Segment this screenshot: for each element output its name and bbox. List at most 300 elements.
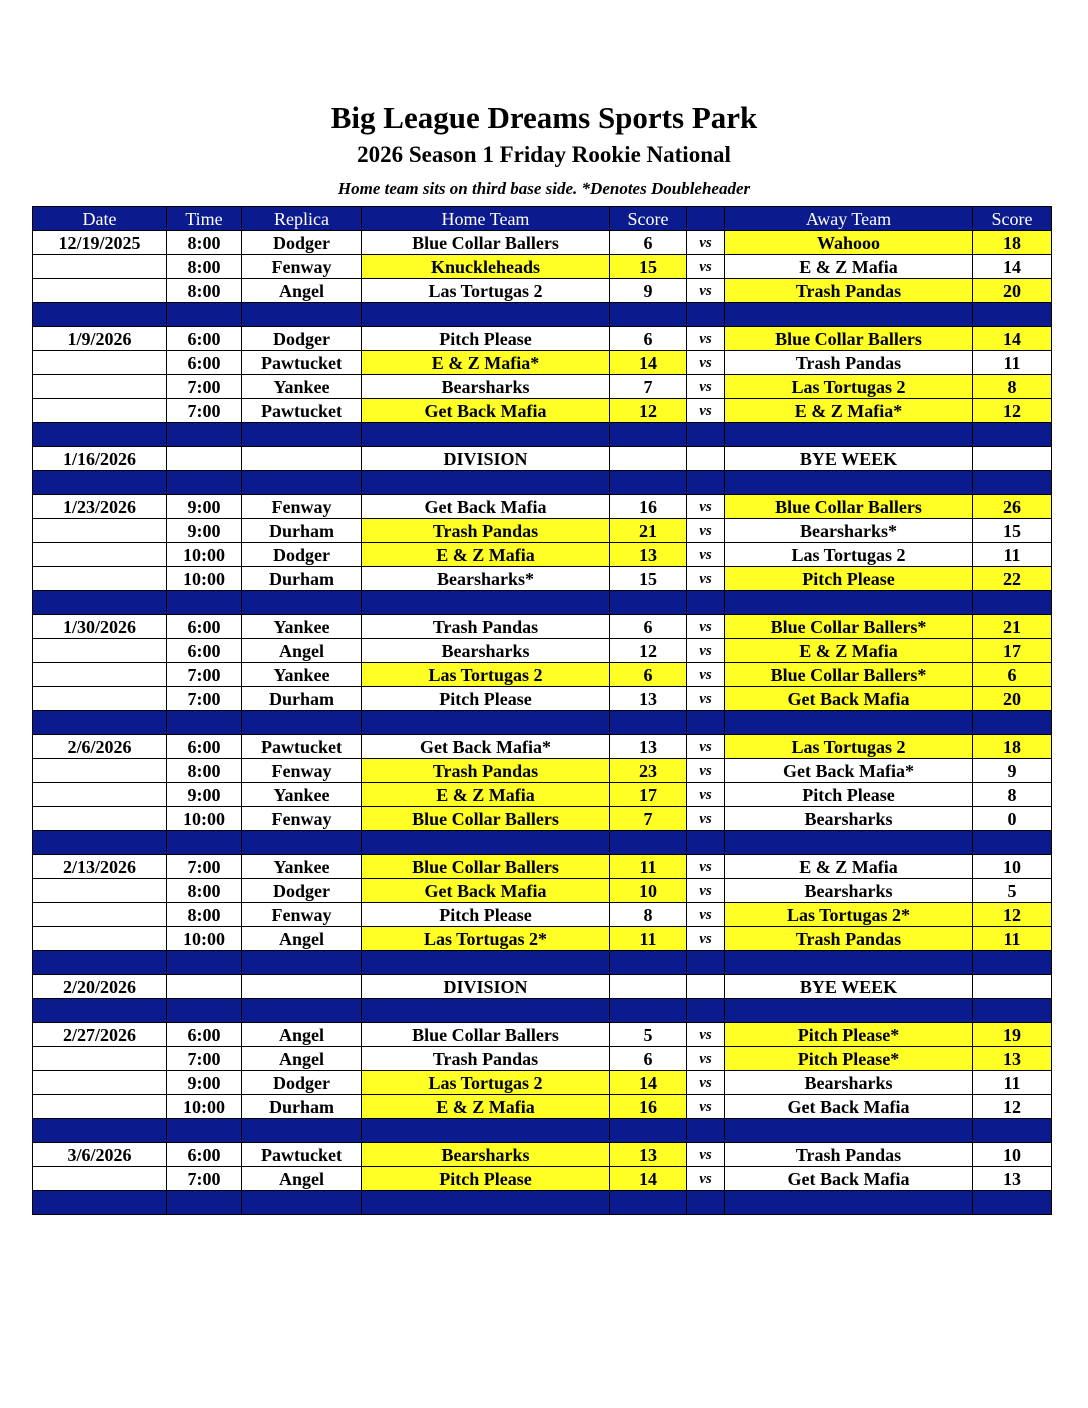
away-team-cell: Bearsharks	[725, 1071, 973, 1095]
time-cell: 10:00	[167, 567, 242, 591]
date-cell: 2/27/2026	[33, 1023, 167, 1047]
date-cell: 12/19/2025	[33, 231, 167, 255]
separator-cell	[362, 1119, 610, 1143]
home-team-cell: Knuckleheads	[362, 255, 610, 279]
date-cell	[33, 639, 167, 663]
away-score-cell: 19	[973, 1023, 1052, 1047]
separator-cell	[362, 711, 610, 735]
home-team-cell: Get Back Mafia	[362, 879, 610, 903]
schedule-rows	[33, 231, 1052, 1215]
separator-cell	[725, 951, 973, 975]
home-team-cell: DIVISION	[362, 447, 610, 471]
away-team-cell: BYE WEEK	[725, 447, 973, 471]
replica-field-cell: Fenway	[242, 807, 362, 831]
separator-cell	[973, 303, 1052, 327]
date-cell	[33, 279, 167, 303]
home-team-cell: Trash Pandas	[362, 615, 610, 639]
home-score-cell: 9	[610, 279, 687, 303]
game-row	[33, 879, 1052, 903]
away-score-cell: 14	[973, 327, 1052, 351]
home-team-cell: Trash Pandas	[362, 759, 610, 783]
away-score-cell: 12	[973, 399, 1052, 423]
date-cell	[33, 1167, 167, 1191]
replica-field-cell	[242, 975, 362, 999]
home-score-cell: 10	[610, 879, 687, 903]
separator-cell	[362, 951, 610, 975]
vs-cell: vs	[687, 567, 725, 591]
time-cell: 6:00	[167, 735, 242, 759]
separator-cell	[610, 951, 687, 975]
separator-cell	[33, 471, 167, 495]
separator-cell	[610, 1191, 687, 1215]
away-score-cell: 5	[973, 879, 1052, 903]
away-team-cell: Pitch Please*	[725, 1023, 973, 1047]
home-team-cell: Blue Collar Ballers	[362, 855, 610, 879]
home-team-cell: E & Z Mafia	[362, 543, 610, 567]
home-score-cell: 12	[610, 399, 687, 423]
time-cell: 8:00	[167, 231, 242, 255]
game-row	[33, 927, 1052, 951]
date-cell: 1/30/2026	[33, 615, 167, 639]
away-team-cell: Bearsharks	[725, 879, 973, 903]
home-score-cell: 13	[610, 687, 687, 711]
separator-cell	[687, 1191, 725, 1215]
away-score-cell: 18	[973, 231, 1052, 255]
time-cell: 9:00	[167, 519, 242, 543]
date-cell	[33, 927, 167, 951]
date-cell	[33, 1095, 167, 1119]
time-cell: 6:00	[167, 1143, 242, 1167]
away-score-cell: 11	[973, 927, 1052, 951]
separator-cell	[973, 951, 1052, 975]
page-title: Big League Dreams Sports Park	[330, 100, 758, 135]
home-team-cell: Las Tortugas 2*	[362, 927, 610, 951]
separator-cell	[33, 951, 167, 975]
time-cell: 7:00	[167, 399, 242, 423]
away-team-cell: Wahooo	[725, 231, 973, 255]
separator-cell	[362, 423, 610, 447]
replica-field-cell: Dodger	[242, 1071, 362, 1095]
home-score-cell: 6	[610, 1047, 687, 1071]
away-score-cell: 10	[973, 855, 1052, 879]
separator-cell	[33, 591, 167, 615]
game-row	[33, 687, 1052, 711]
game-row	[33, 1071, 1052, 1095]
away-team-cell: Get Back Mafia	[725, 687, 973, 711]
home-score-cell: 13	[610, 543, 687, 567]
week-separator-row	[33, 1191, 1052, 1215]
replica-field-cell: Angel	[242, 639, 362, 663]
separator-cell	[242, 1119, 362, 1143]
time-cell: 6:00	[167, 1023, 242, 1047]
separator-cell	[242, 951, 362, 975]
week-separator-row	[33, 999, 1052, 1023]
game-row	[33, 639, 1052, 663]
schedule-note: Home team sits on third base side. *Denotes Doubleheader	[337, 179, 751, 198]
home-team-cell: Blue Collar Ballers	[362, 231, 610, 255]
away-score-cell: 11	[973, 543, 1052, 567]
separator-cell	[167, 951, 242, 975]
away-score-cell: 0	[973, 807, 1052, 831]
replica-field-cell: Dodger	[242, 543, 362, 567]
home-team-cell: Pitch Please	[362, 1167, 610, 1191]
schedule-table	[32, 206, 1052, 1215]
week-separator-row	[33, 951, 1052, 975]
time-cell: 7:00	[167, 663, 242, 687]
separator-cell	[725, 1119, 973, 1143]
time-cell: 8:00	[167, 879, 242, 903]
week-separator-row	[33, 1119, 1052, 1143]
replica-field-cell: Fenway	[242, 759, 362, 783]
separator-cell	[973, 831, 1052, 855]
game-row	[33, 1095, 1052, 1119]
separator-cell	[362, 831, 610, 855]
replica-field-cell	[242, 447, 362, 471]
separator-cell	[610, 471, 687, 495]
away-team-cell: Blue Collar Ballers*	[725, 615, 973, 639]
col-header-replica: Replica	[242, 207, 362, 231]
vs-cell: vs	[687, 615, 725, 639]
date-cell	[33, 351, 167, 375]
date-cell	[33, 663, 167, 687]
time-cell: 10:00	[167, 543, 242, 567]
game-row	[33, 375, 1052, 399]
replica-field-cell: Dodger	[242, 879, 362, 903]
away-score-cell: 14	[973, 255, 1052, 279]
home-team-cell: Bearsharks	[362, 1143, 610, 1167]
vs-cell: vs	[687, 1095, 725, 1119]
date-cell: 1/9/2026	[33, 327, 167, 351]
separator-cell	[362, 1191, 610, 1215]
separator-cell	[167, 471, 242, 495]
home-team-cell: Pitch Please	[362, 903, 610, 927]
away-team-cell: E & Z Mafia	[725, 855, 973, 879]
away-score-cell: 26	[973, 495, 1052, 519]
separator-cell	[687, 831, 725, 855]
separator-cell	[362, 471, 610, 495]
separator-cell	[167, 711, 242, 735]
vs-cell: vs	[687, 327, 725, 351]
time-cell	[167, 447, 242, 471]
vs-cell: vs	[687, 399, 725, 423]
away-score-cell: 6	[973, 663, 1052, 687]
away-score-cell: 12	[973, 903, 1052, 927]
separator-cell	[610, 1119, 687, 1143]
away-score-cell: 22	[973, 567, 1052, 591]
time-cell: 8:00	[167, 759, 242, 783]
home-score-cell: 11	[610, 855, 687, 879]
week-separator-row	[33, 711, 1052, 735]
away-team-cell: BYE WEEK	[725, 975, 973, 999]
separator-cell	[242, 303, 362, 327]
away-team-cell: Blue Collar Ballers*	[725, 663, 973, 687]
home-score-cell: 6	[610, 327, 687, 351]
separator-cell	[973, 423, 1052, 447]
away-score-cell: 13	[973, 1047, 1052, 1071]
date-cell: 1/16/2026	[33, 447, 167, 471]
replica-field-cell: Dodger	[242, 327, 362, 351]
away-score-cell: 17	[973, 639, 1052, 663]
col-header-away-score: Score	[973, 207, 1052, 231]
time-cell: 10:00	[167, 1095, 242, 1119]
away-team-cell: Las Tortugas 2*	[725, 903, 973, 927]
home-team-cell: Pitch Please	[362, 327, 610, 351]
separator-cell	[610, 423, 687, 447]
home-score-cell: 14	[610, 1071, 687, 1095]
time-cell: 7:00	[167, 375, 242, 399]
vs-cell: vs	[687, 735, 725, 759]
separator-cell	[242, 999, 362, 1023]
away-team-cell: Trash Pandas	[725, 1143, 973, 1167]
away-team-cell: Trash Pandas	[725, 351, 973, 375]
separator-cell	[973, 999, 1052, 1023]
date-cell	[33, 375, 167, 399]
time-cell: 10:00	[167, 927, 242, 951]
replica-field-cell: Yankee	[242, 663, 362, 687]
away-score-cell: 20	[973, 279, 1052, 303]
separator-cell	[687, 423, 725, 447]
replica-field-cell: Pawtucket	[242, 735, 362, 759]
game-row	[33, 783, 1052, 807]
away-team-cell: E & Z Mafia*	[725, 399, 973, 423]
vs-cell: vs	[687, 231, 725, 255]
separator-cell	[687, 471, 725, 495]
separator-cell	[242, 1191, 362, 1215]
game-row	[33, 351, 1052, 375]
separator-cell	[167, 591, 242, 615]
week-separator-row	[33, 303, 1052, 327]
separator-cell	[973, 1119, 1052, 1143]
home-team-cell: E & Z Mafia*	[362, 351, 610, 375]
vs-cell: vs	[687, 1143, 725, 1167]
separator-cell	[687, 591, 725, 615]
game-row	[33, 255, 1052, 279]
away-score-cell: 8	[973, 375, 1052, 399]
home-team-cell: Bearsharks	[362, 375, 610, 399]
separator-cell	[725, 831, 973, 855]
vs-cell: vs	[687, 1047, 725, 1071]
vs-cell: vs	[687, 687, 725, 711]
separator-cell	[362, 303, 610, 327]
separator-cell	[973, 471, 1052, 495]
date-cell	[33, 879, 167, 903]
replica-field-cell: Yankee	[242, 783, 362, 807]
home-score-cell: 14	[610, 351, 687, 375]
date-cell	[33, 903, 167, 927]
separator-cell	[687, 711, 725, 735]
home-team-cell: Trash Pandas	[362, 1047, 610, 1071]
separator-cell	[33, 423, 167, 447]
separator-cell	[610, 711, 687, 735]
vs-cell: vs	[687, 375, 725, 399]
game-row	[33, 495, 1052, 519]
home-score-cell: 23	[610, 759, 687, 783]
replica-field-cell: Yankee	[242, 615, 362, 639]
time-cell: 7:00	[167, 1047, 242, 1071]
week-separator-row	[33, 471, 1052, 495]
vs-cell: vs	[687, 543, 725, 567]
game-row	[33, 759, 1052, 783]
separator-cell	[242, 423, 362, 447]
home-score-cell	[610, 447, 687, 471]
time-cell: 6:00	[167, 351, 242, 375]
home-team-cell: Trash Pandas	[362, 519, 610, 543]
home-team-cell: Blue Collar Ballers	[362, 807, 610, 831]
home-team-cell: Las Tortugas 2	[362, 279, 610, 303]
date-cell: 3/6/2026	[33, 1143, 167, 1167]
away-team-cell: Pitch Please*	[725, 1047, 973, 1071]
away-score-cell: 8	[973, 783, 1052, 807]
separator-cell	[610, 999, 687, 1023]
away-team-cell: Blue Collar Ballers	[725, 327, 973, 351]
separator-cell	[242, 591, 362, 615]
vs-cell: vs	[687, 879, 725, 903]
separator-cell	[725, 999, 973, 1023]
away-team-cell: Pitch Please	[725, 783, 973, 807]
game-row	[33, 1167, 1052, 1191]
separator-cell	[167, 1191, 242, 1215]
time-cell: 9:00	[167, 495, 242, 519]
separator-cell	[610, 303, 687, 327]
replica-field-cell: Durham	[242, 567, 362, 591]
away-team-cell: Get Back Mafia*	[725, 759, 973, 783]
separator-cell	[687, 999, 725, 1023]
game-row	[33, 615, 1052, 639]
replica-field-cell: Yankee	[242, 855, 362, 879]
vs-cell: vs	[687, 807, 725, 831]
week-separator-row	[33, 591, 1052, 615]
home-score-cell: 7	[610, 807, 687, 831]
replica-field-cell: Durham	[242, 687, 362, 711]
vs-cell: vs	[687, 855, 725, 879]
time-cell: 10:00	[167, 807, 242, 831]
home-team-cell: Bearsharks	[362, 639, 610, 663]
away-team-cell: Bearsharks	[725, 807, 973, 831]
vs-cell	[687, 447, 725, 471]
home-score-cell: 13	[610, 1143, 687, 1167]
vs-cell: vs	[687, 351, 725, 375]
separator-cell	[33, 711, 167, 735]
home-score-cell: 7	[610, 375, 687, 399]
col-header-vs	[687, 207, 725, 231]
replica-field-cell: Dodger	[242, 231, 362, 255]
vs-cell: vs	[687, 1023, 725, 1047]
time-cell	[167, 975, 242, 999]
home-score-cell: 21	[610, 519, 687, 543]
separator-cell	[973, 1191, 1052, 1215]
vs-cell: vs	[687, 255, 725, 279]
away-team-cell: Trash Pandas	[725, 279, 973, 303]
separator-cell	[725, 471, 973, 495]
away-score-cell: 12	[973, 1095, 1052, 1119]
separator-cell	[167, 1119, 242, 1143]
away-score-cell: 9	[973, 759, 1052, 783]
date-cell	[33, 1047, 167, 1071]
time-cell: 8:00	[167, 255, 242, 279]
separator-cell	[167, 831, 242, 855]
table-header-row	[33, 207, 1052, 231]
separator-cell	[725, 591, 973, 615]
date-cell: 2/20/2026	[33, 975, 167, 999]
away-score-cell: 21	[973, 615, 1052, 639]
time-cell: 9:00	[167, 783, 242, 807]
separator-cell	[242, 471, 362, 495]
away-score-cell: 15	[973, 519, 1052, 543]
separator-cell	[725, 423, 973, 447]
week-separator-row	[33, 831, 1052, 855]
separator-cell	[725, 1191, 973, 1215]
time-cell: 7:00	[167, 687, 242, 711]
separator-cell	[242, 831, 362, 855]
game-row	[33, 231, 1052, 255]
away-team-cell: Las Tortugas 2	[725, 735, 973, 759]
away-team-cell: Get Back Mafia	[725, 1167, 973, 1191]
home-team-cell: E & Z Mafia	[362, 1095, 610, 1119]
replica-field-cell: Yankee	[242, 375, 362, 399]
replica-field-cell: Durham	[242, 1095, 362, 1119]
date-cell	[33, 807, 167, 831]
home-score-cell: 13	[610, 735, 687, 759]
date-cell	[33, 783, 167, 807]
away-team-cell: E & Z Mafia	[725, 255, 973, 279]
vs-cell: vs	[687, 1071, 725, 1095]
home-score-cell: 16	[610, 495, 687, 519]
date-cell	[33, 759, 167, 783]
time-cell: 6:00	[167, 327, 242, 351]
home-score-cell: 11	[610, 927, 687, 951]
col-header-date: Date	[33, 207, 167, 231]
home-team-cell: Bearsharks*	[362, 567, 610, 591]
home-team-cell: Blue Collar Ballers	[362, 1023, 610, 1047]
date-cell	[33, 543, 167, 567]
away-team-cell: Blue Collar Ballers	[725, 495, 973, 519]
game-row	[33, 663, 1052, 687]
bye-week-row	[33, 975, 1052, 999]
game-row	[33, 735, 1052, 759]
home-team-cell: Pitch Please	[362, 687, 610, 711]
separator-cell	[167, 423, 242, 447]
time-cell: 6:00	[167, 615, 242, 639]
away-score-cell: 11	[973, 1071, 1052, 1095]
home-score-cell: 6	[610, 615, 687, 639]
replica-field-cell: Fenway	[242, 495, 362, 519]
separator-cell	[33, 999, 167, 1023]
separator-cell	[973, 591, 1052, 615]
home-score-cell: 15	[610, 567, 687, 591]
separator-cell	[725, 303, 973, 327]
col-header-away-team: Away Team	[725, 207, 973, 231]
date-cell: 2/6/2026	[33, 735, 167, 759]
game-row	[33, 519, 1052, 543]
home-team-cell: Get Back Mafia	[362, 495, 610, 519]
home-score-cell: 6	[610, 663, 687, 687]
date-cell	[33, 519, 167, 543]
away-team-cell: Bearsharks*	[725, 519, 973, 543]
col-header-home-team: Home Team	[362, 207, 610, 231]
game-row	[33, 903, 1052, 927]
date-cell	[33, 399, 167, 423]
separator-cell	[610, 591, 687, 615]
home-team-cell: E & Z Mafia	[362, 783, 610, 807]
replica-field-cell: Fenway	[242, 255, 362, 279]
away-team-cell: Trash Pandas	[725, 927, 973, 951]
game-row	[33, 1023, 1052, 1047]
separator-cell	[242, 711, 362, 735]
replica-field-cell: Angel	[242, 927, 362, 951]
game-row	[33, 279, 1052, 303]
replica-field-cell: Pawtucket	[242, 399, 362, 423]
vs-cell: vs	[687, 519, 725, 543]
